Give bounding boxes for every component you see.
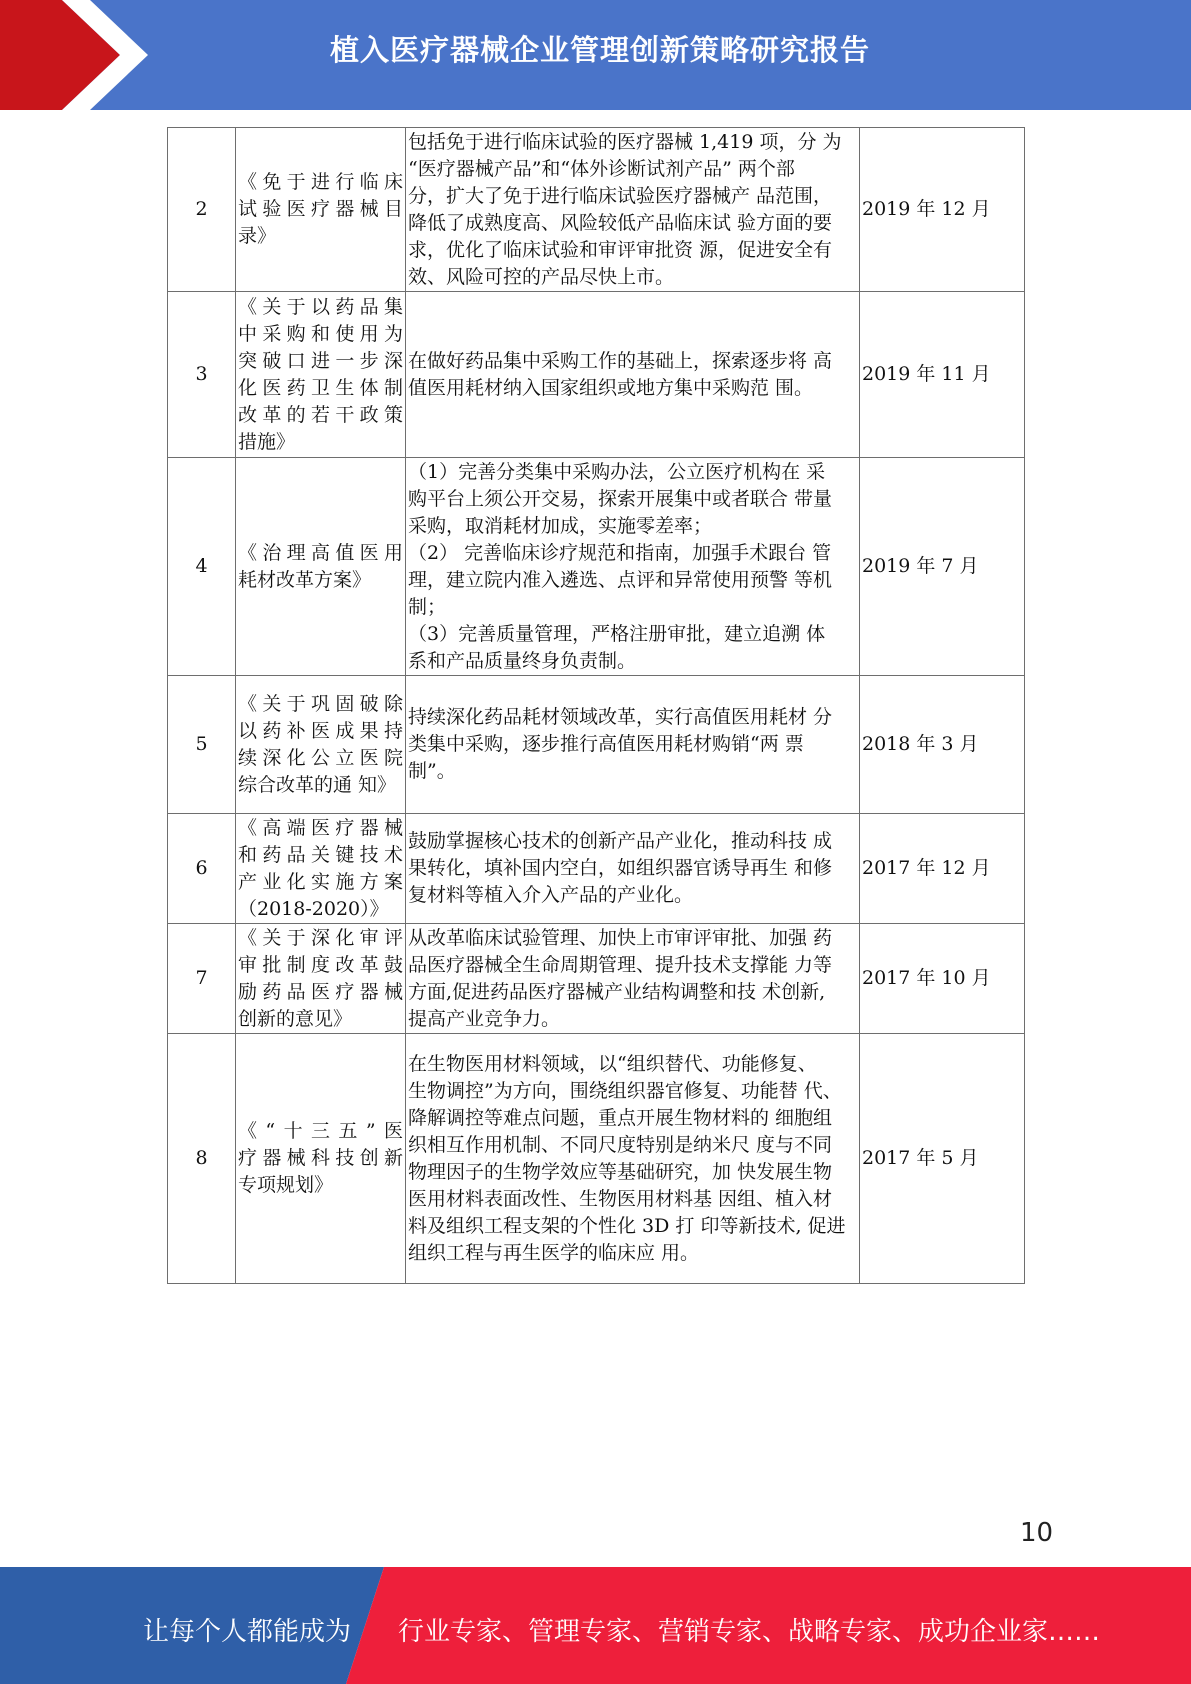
table-row	[168, 924, 1025, 1034]
policy-description-line: “医疗器械产品”和“体外诊断试剂产品” 两个部	[408, 157, 795, 180]
table-row	[168, 128, 1025, 292]
policy-description-line: （2） 完善临床诊疗规范和指南，加强手术跟台 管	[408, 541, 832, 564]
table-row	[168, 1034, 1025, 1284]
row-index: 6	[168, 814, 236, 924]
policy-name-cell	[236, 292, 406, 458]
policy-description-line: 方面,促进药品医疗器械产业结构调整和技 术创新,	[408, 980, 826, 1003]
policy-description-line: 购平台上须公开交易，探索开展集中或者联合 带量	[408, 487, 833, 510]
policy-date: 2017 年 10 月	[860, 924, 1025, 1034]
policy-description-line: 鼓励掌握核心技术的创新产品产业化，推动科技 成	[408, 830, 833, 852]
policy-name-line: （2018-2020）》	[238, 897, 389, 920]
table-row	[168, 292, 1025, 458]
policy-description-line: 生物调控”为方向，围绕组织器官修复、功能替 代、	[408, 1079, 842, 1102]
policy-name-line: 《关于深化审评	[238, 926, 403, 949]
policy-description-line: 在生物医用材料领域，以“组织替代、功能修复、	[408, 1052, 817, 1075]
policy-description-line: 在做好药品集中采购工作的基础上，探索逐步将 高	[408, 349, 833, 372]
policy-name-line: 试验医疗器械目	[238, 198, 403, 220]
policy-name-line: 突破口进一步深	[238, 349, 403, 372]
policy-name-line: 审批制度改革鼓	[238, 953, 403, 976]
policy-description-line: 包括免于进行临床试验的医疗器械 1,419 项，分 为	[408, 130, 842, 153]
policy-description-cell	[406, 924, 860, 1034]
policy-name-cell	[236, 814, 406, 924]
row-index: 3	[168, 292, 236, 458]
policy-description-line: 降解调控等难点问题，重点开展生物材料的 细胞组	[408, 1106, 833, 1129]
policy-description-line: 织相互作用机制、不同尺度特别是纳米尺 度与不同	[408, 1133, 833, 1156]
policy-description-line: 求，优化了临床试验和审评审批资 源，促进安全有	[408, 238, 833, 261]
row-index: 4	[168, 458, 236, 676]
policy-description-line: （3）完善质量管理，严格注册审批，建立追溯 体	[408, 622, 826, 645]
footer-slogan-left: 让每个人都能成为	[143, 1617, 352, 1647]
document-title: 植入医疗器械企业管理创新策略研究报告	[330, 33, 871, 67]
policy-name-line: 《关于巩固破除	[238, 692, 403, 715]
policy-date: 2019 年 12 月	[860, 128, 1025, 292]
policy-description-line: 果转化，填补国内空白，如组织器官诱导再生 和修	[408, 857, 833, 879]
policy-name-line: 创新的意见》	[238, 1007, 353, 1030]
policy-description-line: 值医用耗材纳入国家组织或地方集中采购范 围。	[408, 376, 814, 399]
policy-description-line: 效、风险可控的产品尽快上市。	[408, 265, 675, 288]
policy-name-line: 专项规划》	[238, 1174, 334, 1196]
row-index: 5	[168, 676, 236, 814]
footer-banner	[0, 1567, 1191, 1684]
footer-slogan-right: 行业专家、管理专家、营销专家、战略专家、成功企业家……	[398, 1617, 1101, 1647]
policy-name-cell	[236, 128, 406, 292]
policy-description-line: 理，建立院内准入遴选、点评和异常使用预警 等机	[408, 568, 833, 591]
policy-description-line: 复材料等植入介入产品的产业化。	[408, 884, 694, 906]
policy-description-line: 品医疗器械全生命周期管理、提升技术支撑能 力等	[408, 953, 833, 976]
policy-name-cell	[236, 1034, 406, 1284]
policy-name-cell	[236, 924, 406, 1034]
policy-date: 2019 年 7 月	[860, 458, 1025, 676]
policy-description-cell	[406, 458, 860, 676]
policy-description-line: 制”。	[408, 760, 456, 782]
table-row	[168, 814, 1025, 924]
policy-description-line: 物理因子的生物学效应等基础研究，加 快发展生物	[408, 1160, 833, 1183]
policy-name-line: 录》	[238, 225, 277, 247]
policy-name-line: 《高端医疗器械	[238, 816, 403, 839]
policy-name-cell	[236, 676, 406, 814]
policy-name-line: 续深化公立医院	[238, 746, 403, 769]
policy-description-line: 系和产品质量终身负责制。	[408, 649, 637, 672]
policy-description-line: （1）完善分类集中采购办法，公立医疗机构在 采	[408, 460, 826, 483]
policy-name-line: 措施》	[238, 430, 296, 453]
policy-description-line: 采购，取消耗材加成，实施零差率；	[408, 514, 713, 537]
policy-name-line: 《关于以药品集	[238, 295, 403, 318]
policy-name-line: 《免于进行临床	[238, 171, 403, 193]
policy-table	[167, 127, 1025, 1284]
policy-description-line: 组织工程与再生医学的临床应 用。	[408, 1241, 700, 1264]
policy-description-line: 提高产业竞争力。	[408, 1007, 561, 1030]
policy-name-line: 《“十三五”医	[238, 1120, 403, 1142]
policy-description-line: 料及组织工程支架的个性化 3D 打 印等新技术, 促进	[408, 1214, 846, 1237]
policy-name-line: 改革的若干政策	[238, 403, 403, 426]
policy-description-cell	[406, 292, 860, 458]
policy-name-line: 疗器械科技创新	[238, 1147, 403, 1169]
row-index: 2	[168, 128, 236, 292]
policy-name-line: 励药品医疗器械	[238, 980, 403, 1003]
policy-description-line: 分，扩大了免于进行临床试验医疗器械产 品范围，	[408, 184, 833, 207]
row-index: 8	[168, 1034, 236, 1284]
policy-description-line: 制；	[408, 595, 447, 618]
policy-name-line: 和药品关键技术	[238, 843, 403, 866]
policy-name-line: 《治理高值医用	[238, 541, 403, 564]
row-index: 7	[168, 924, 236, 1034]
policy-date: 2018 年 3 月	[860, 676, 1025, 814]
policy-description-line: 持续深化药品耗材领域改革，实行高值医用耗材 分	[408, 706, 833, 728]
table-row	[168, 458, 1025, 676]
policy-date: 2017 年 5 月	[860, 1034, 1025, 1284]
policy-name-line: 中采购和使用为	[238, 322, 403, 345]
policy-description-line: 医用材料表面改性、生物医用材料基 因组、植入材	[408, 1187, 833, 1210]
header-banner	[0, 0, 1191, 110]
policy-description-cell	[406, 814, 860, 924]
policy-description-line: 从改革临床试验管理、加快上市审评审批、加强 药	[408, 926, 833, 949]
policy-name-line: 以药补医成果持	[238, 719, 403, 742]
policy-name-line: 耗材改革方案》	[238, 568, 372, 591]
policy-name-cell	[236, 458, 406, 676]
policy-date: 2017 年 12 月	[860, 814, 1025, 924]
policy-description-cell	[406, 1034, 860, 1284]
policy-description-cell	[406, 128, 860, 292]
policy-name-line: 综合改革的通 知》	[238, 773, 397, 796]
policy-name-line: 化医药卫生体制	[238, 376, 403, 399]
page-number: 10	[1020, 1518, 1054, 1548]
policy-description-cell	[406, 676, 860, 814]
policy-date: 2019 年 11 月	[860, 292, 1025, 458]
policy-name-line: 产业化实施方案	[238, 870, 403, 893]
table-row	[168, 676, 1025, 814]
policy-description-line: 降低了成熟度高、风险较低产品临床试 验方面的要	[408, 211, 833, 234]
policy-description-line: 类集中采购，逐步推行高值医用耗材购销“两 票	[408, 733, 804, 755]
